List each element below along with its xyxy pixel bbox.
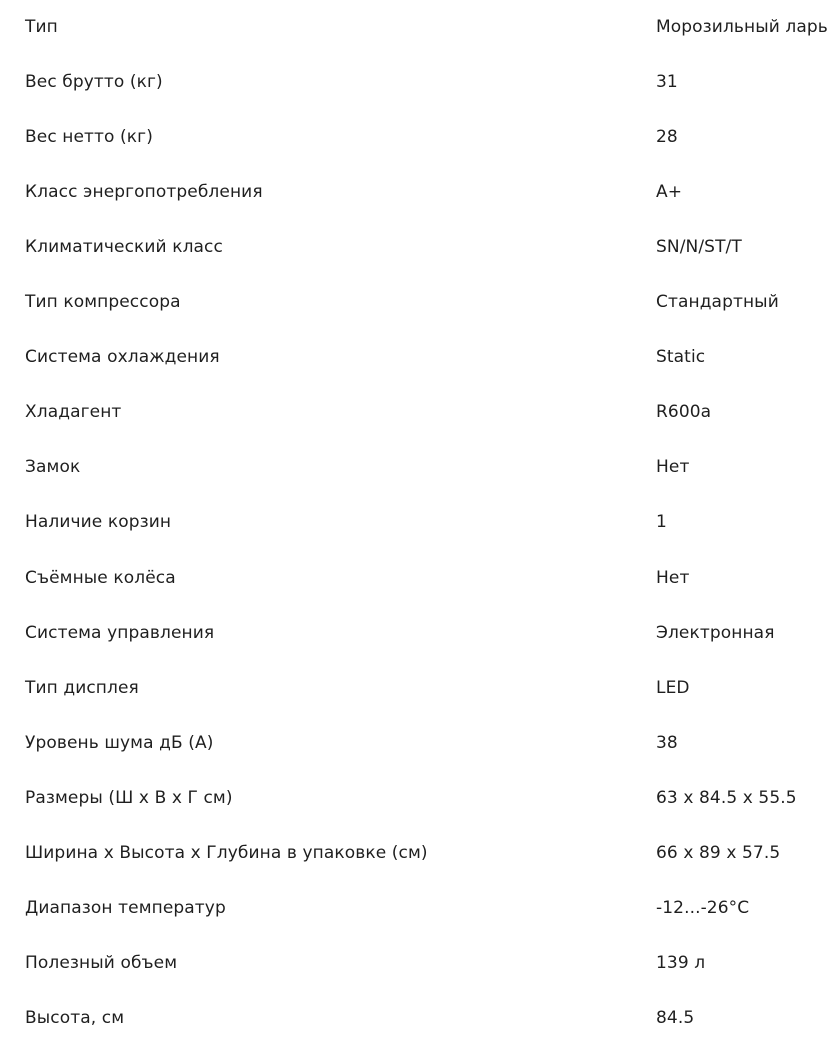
spec-row-noise-level [0, 715, 828, 770]
spec-value: Морозильный ларь [656, 16, 828, 37]
spec-row-climate-class [0, 219, 828, 274]
spec-row-cooling-system [0, 329, 828, 384]
spec-value: -12...-26°С [656, 897, 750, 918]
spec-label: Климатический класс [25, 236, 223, 257]
spec-value: 31 [656, 71, 678, 92]
spec-value: Стандартный [656, 291, 779, 312]
spec-label: Размеры (Ш х В х Г см) [25, 787, 233, 808]
spec-value: 1 [656, 511, 667, 532]
spec-row-useful-volume [0, 935, 828, 990]
spec-label: Система охлаждения [25, 346, 220, 367]
spec-label: Тип дисплея [25, 677, 139, 698]
spec-value: 84.5 [656, 1007, 695, 1028]
spec-label: Вес нетто (кг) [25, 126, 153, 147]
spec-row-gross-weight [0, 54, 828, 109]
spec-label: Ширина х Высота х Глубина в упаковке (см) [25, 842, 428, 863]
spec-value: Static [656, 346, 706, 367]
spec-value: 28 [656, 126, 678, 147]
spec-row-compressor-type [0, 274, 828, 329]
spec-row-type [0, 0, 828, 54]
spec-row-package-dimensions [0, 825, 828, 880]
spec-label: Система управления [25, 622, 215, 643]
spec-row-display-type [0, 660, 828, 715]
spec-value: Нет [656, 567, 690, 588]
spec-label: Замок [25, 456, 81, 477]
spec-row-lock [0, 439, 828, 494]
spec-label: Вес брутто (кг) [25, 71, 163, 92]
spec-label: Съёмные колёса [25, 567, 176, 588]
spec-value: R600a [656, 401, 712, 422]
spec-label: Диапазон температур [25, 897, 226, 918]
spec-row-net-weight [0, 109, 828, 164]
spec-label: Хладагент [25, 401, 122, 422]
spec-row-height [0, 990, 828, 1045]
spec-label: Высота, см [25, 1007, 125, 1028]
spec-row-removable-wheels [0, 550, 828, 605]
spec-row-energy-class [0, 164, 828, 219]
spec-value: A+ [656, 181, 683, 202]
spec-label: Наличие корзин [25, 511, 172, 532]
spec-value: Нет [656, 456, 690, 477]
spec-label: Тип компрессора [25, 291, 181, 312]
spec-label: Тип [25, 16, 58, 37]
spec-value: 38 [656, 732, 678, 753]
spec-value: LED [656, 677, 690, 698]
spec-value: 66 x 89 x 57.5 [656, 842, 781, 863]
spec-value: Электронная [656, 622, 775, 643]
spec-value: SN/N/ST/T [656, 236, 742, 257]
spec-value: 63 x 84.5 x 55.5 [656, 787, 797, 808]
spec-label: Полезный объем [25, 952, 178, 973]
spec-row-temperature-range [0, 880, 828, 935]
spec-row-baskets [0, 494, 828, 549]
spec-row-control-system [0, 605, 828, 660]
spec-row-dimensions [0, 770, 828, 825]
spec-label: Уровень шума дБ (А) [25, 732, 214, 753]
spec-value: 139 л [656, 952, 706, 973]
spec-row-refrigerant [0, 384, 828, 439]
spec-label: Класс энергопотребления [25, 181, 263, 202]
